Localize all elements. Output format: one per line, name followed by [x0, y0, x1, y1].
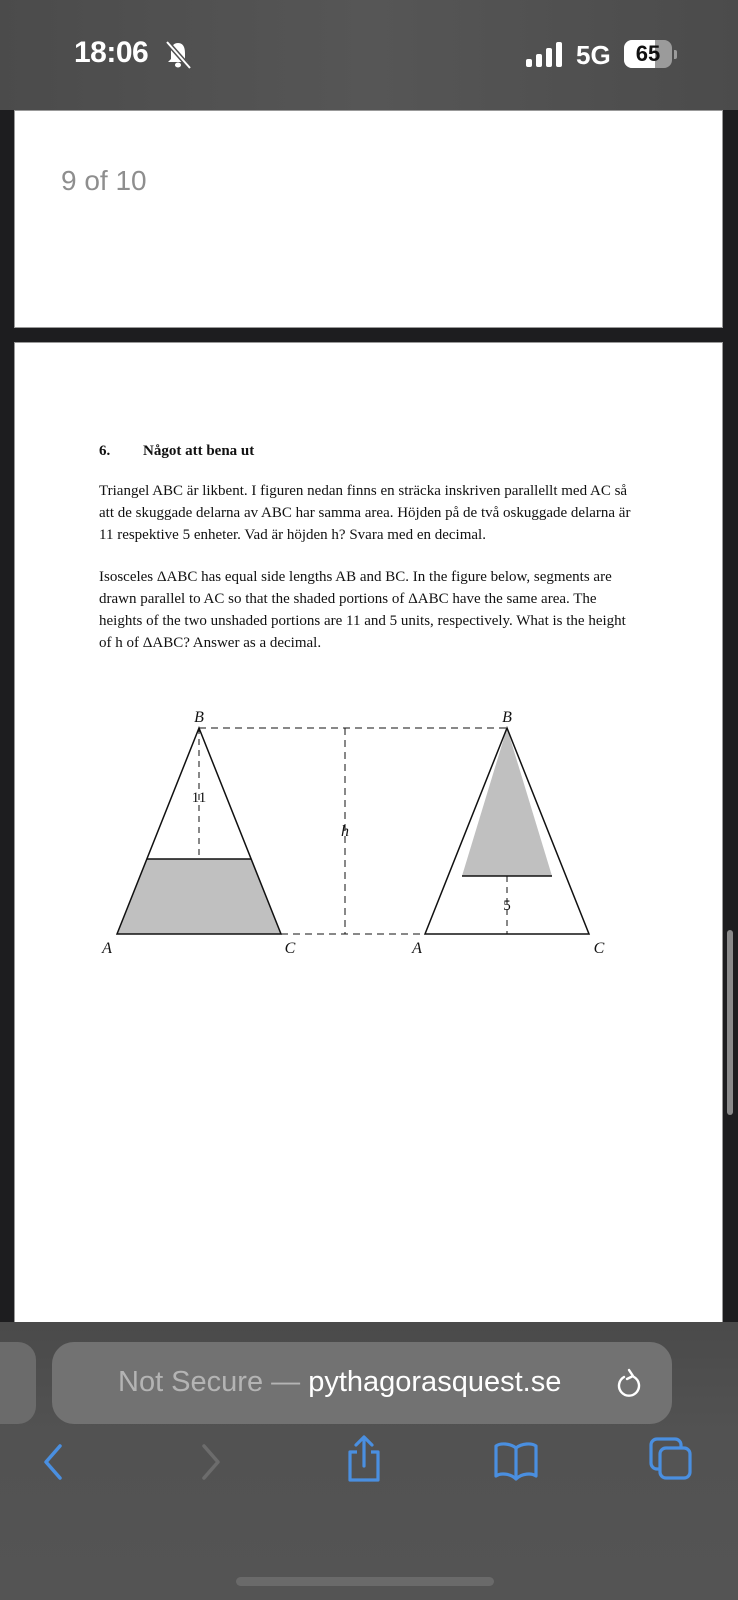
question-number: 6. — [99, 443, 111, 459]
left-label-B: B — [194, 709, 204, 726]
question-block — [99, 443, 639, 654]
right-label-C: C — [593, 940, 605, 957]
bookmarks-icon[interactable] — [492, 1440, 540, 1482]
status-time: 18:06 — [74, 36, 149, 69]
domain-label: pythagorasquest.se — [308, 1366, 562, 1398]
back-icon[interactable] — [40, 1442, 66, 1482]
signal-strength-icon — [526, 42, 564, 68]
english-paragraph: Isosceles ΔABC has equal side lengths AB and BC. In the figure below, segments are drawn parallel to AC so that the shaded portions of ΔABC have the same area. The heights of the two unshaded portions are 11 and 5 units, respectively. What is the height of h of ΔABC? Answer as a decimal. — [99, 569, 626, 651]
battery-icon — [624, 40, 672, 68]
home-indicator[interactable] — [236, 1577, 494, 1586]
label-h: h — [341, 823, 349, 840]
tabs-icon[interactable] — [648, 1436, 694, 1482]
battery-percent: 65 — [635, 41, 661, 66]
network-type: 5G — [576, 40, 611, 70]
swedish-paragraph: Triangel ABC är likbent. I figuren nedan finns en sträcka inskriven parallellt med AC så att de skuggade delarna av ABC har samma area. Höjden på de två oskuggade delarna är 11 respektive 5 enheter. Vad är höjden h? Svara med en decimal. — [99, 483, 631, 543]
left-label-A: A — [102, 940, 112, 957]
status-bar — [0, 0, 738, 110]
bell-slash-icon — [164, 40, 192, 70]
pdf-viewer[interactable] — [0, 110, 738, 1352]
previous-page[interactable] — [14, 110, 723, 328]
label-11: 11 — [191, 790, 207, 806]
right-label-B: B — [502, 709, 512, 726]
label-5: 5 — [503, 898, 511, 914]
vertical-scrollbar[interactable] — [727, 930, 733, 1115]
address-bar[interactable] — [52, 1342, 672, 1424]
browser-toolbar — [0, 1322, 738, 1600]
previous-tab-stub[interactable] — [0, 1342, 36, 1424]
not-secure-label: Not Secure — — [118, 1366, 301, 1398]
page-indicator: 9 of 10 — [61, 165, 147, 196]
right-shaded-triangle — [462, 728, 552, 876]
reload-icon[interactable] — [614, 1368, 644, 1400]
right-label-A: A — [412, 940, 422, 957]
question-title: Något att bena ut — [143, 443, 255, 459]
address-text — [118, 1366, 561, 1399]
question-heading — [99, 443, 639, 460]
battery-nub — [674, 50, 677, 59]
current-page[interactable] — [14, 342, 723, 1462]
share-icon[interactable] — [344, 1434, 384, 1484]
forward-icon[interactable] — [198, 1442, 224, 1482]
triangle-figure — [99, 708, 659, 983]
left-label-C: C — [284, 940, 296, 957]
